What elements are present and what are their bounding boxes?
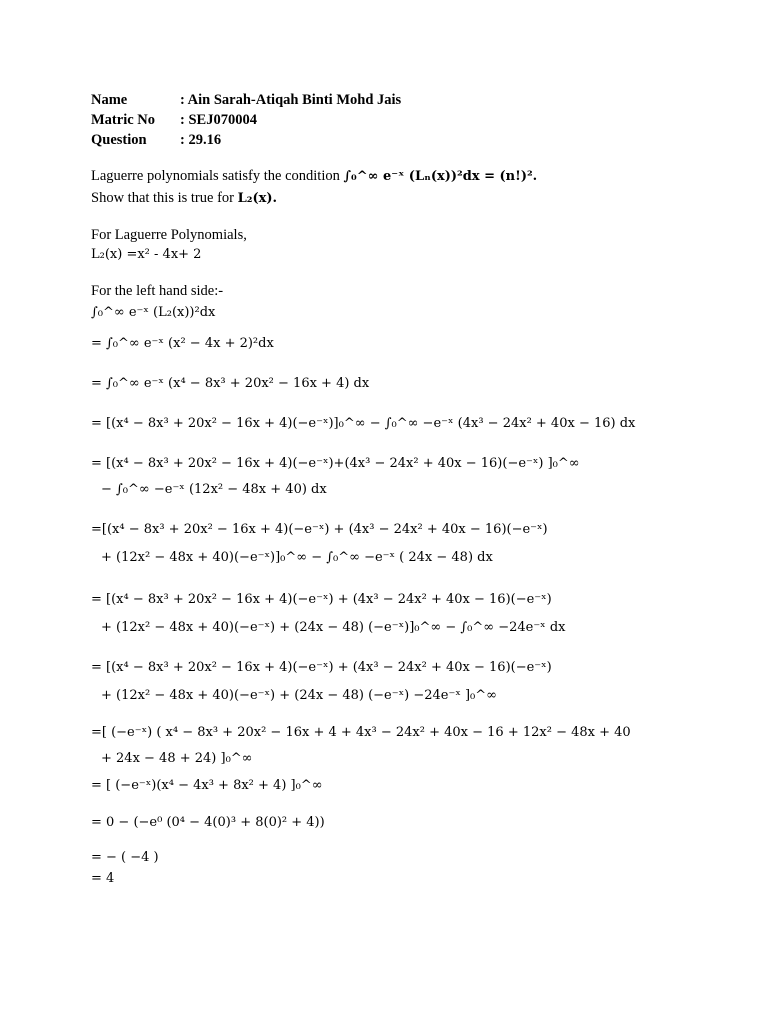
intro-text-2: Show that this is true for bbox=[91, 190, 234, 206]
name-row bbox=[91, 90, 401, 110]
student-info bbox=[91, 90, 401, 150]
question-label: Question bbox=[91, 132, 147, 148]
question-row bbox=[91, 130, 401, 150]
step-line: = [(x⁴ − 8x³ + 20x² − 16x + 4)(−e⁻ˣ) + (4x³ − 24x² + 40x − 16)(−e⁻ˣ) bbox=[91, 660, 552, 675]
final-answer: = 4 bbox=[91, 871, 115, 886]
step-line: + (12x² − 48x + 40)(−e⁻ˣ)]₀^∞ − ∫₀^∞ −e⁻ˣ ( 24x − 48) dx bbox=[101, 550, 493, 565]
intro-line-2 bbox=[91, 187, 277, 210]
step-line: = − ( −4 ) bbox=[91, 850, 159, 865]
step-line: =[(x⁴ − 8x³ + 20x² − 16x + 4)(−e⁻ˣ) + (4x³ − 24x² + 40x − 16)(−e⁻ˣ) bbox=[91, 522, 548, 537]
name-value: : Ain Sarah-Atiqah Binti Mohd Jais bbox=[180, 92, 402, 108]
intro-line-1 bbox=[91, 165, 537, 188]
step-line: = [(x⁴ − 8x³ + 20x² − 16x + 4)(−e⁻ˣ)+(4x³ − 24x² + 40x − 16)(−e⁻ˣ) ]₀^∞ bbox=[91, 456, 580, 471]
solution-heading: For the left hand side:- bbox=[91, 283, 224, 299]
matric-label: Matric No bbox=[91, 112, 156, 128]
step-line: = [(x⁴ − 8x³ + 20x² − 16x + 4)(−e⁻ˣ) + (4x³ − 24x² + 40x − 16)(−e⁻ˣ) bbox=[91, 592, 552, 607]
definition-formula: L₂(x) =x² - 4x+ 2 bbox=[91, 247, 202, 262]
step-line: − ∫₀^∞ −e⁻ˣ (12x² − 48x + 40) dx bbox=[101, 482, 327, 497]
step-line: =[ (−e⁻ˣ) ( x⁴ − 8x³ + 20x² − 16x + 4 + 4x³ − 24x² + 40x − 16 + 12x² − 48x + 40 bbox=[91, 725, 631, 740]
name-label: Name bbox=[91, 92, 128, 108]
intro-polynomial: L₂(x). bbox=[237, 191, 278, 206]
step-line: = [ (−e⁻ˣ)(x⁴ − 4x³ + 8x² + 4) ]₀^∞ bbox=[91, 778, 323, 793]
matric-value: : SEJ070004 bbox=[180, 112, 257, 128]
question-value: : 29.16 bbox=[180, 132, 222, 148]
matric-row bbox=[91, 110, 401, 130]
step-line: = ∫₀^∞ e⁻ˣ (x² − 4x + 2)²dx bbox=[91, 336, 274, 351]
step-line: + 24x − 48 + 24) ]₀^∞ bbox=[101, 751, 253, 766]
step-line: = [(x⁴ − 8x³ + 20x² − 16x + 4)(−e⁻ˣ)]₀^∞ − ∫₀^∞ −e⁻ˣ (4x³ − 24x² + 40x − 16) dx bbox=[91, 416, 636, 431]
intro-text-1: Laguerre polynomials satisfy the condition bbox=[91, 168, 340, 184]
step-line: + (12x² − 48x + 40)(−e⁻ˣ) + (24x − 48) (−e⁻ˣ)]₀^∞ − ∫₀^∞ −24e⁻ˣ dx bbox=[101, 620, 566, 635]
step-line: = 0 − (−e⁰ (0⁴ − 4(0)³ + 8(0)² + 4)) bbox=[91, 815, 325, 830]
step-line: + (12x² − 48x + 40)(−e⁻ˣ) + (24x − 48) (−e⁻ˣ) −24e⁻ˣ ]₀^∞ bbox=[101, 688, 497, 703]
orthogonality-condition: ∫₀^∞ e⁻ˣ (Lₙ(x))²dx = (n!)². bbox=[343, 169, 538, 184]
definition-heading: For Laguerre Polynomials, bbox=[91, 227, 247, 243]
step-line: ∫₀^∞ e⁻ˣ (L₂(x))²dx bbox=[91, 305, 216, 320]
step-line: = ∫₀^∞ e⁻ˣ (x⁴ − 8x³ + 20x² − 16x + 4) dx bbox=[91, 376, 370, 391]
